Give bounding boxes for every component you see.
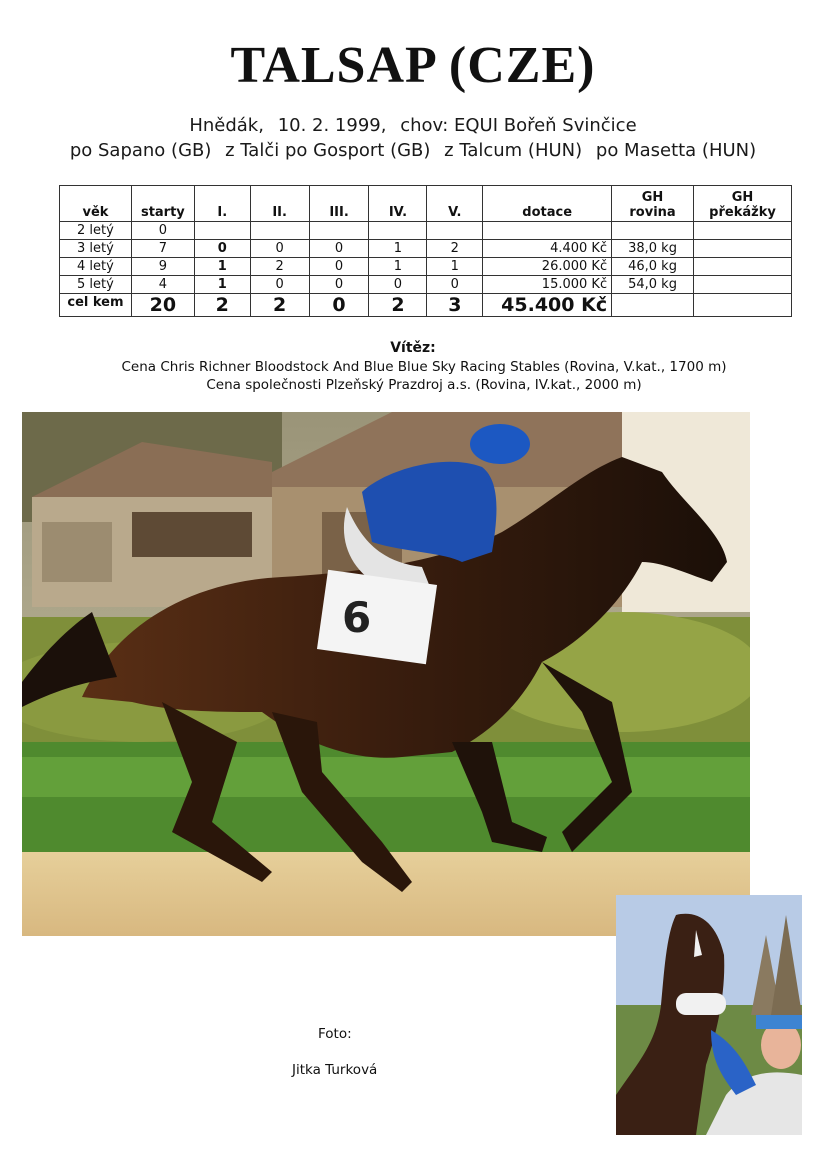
header-age: věk [60, 186, 132, 222]
cell-total-gh-jump [694, 294, 792, 317]
breeder: chov: EQUI Bořeň Svinčice [400, 115, 637, 136]
header-gh-jump [694, 186, 792, 222]
cell-total-second: 2 [250, 294, 309, 317]
coat-color: Hnědák, [189, 115, 264, 136]
dam: z Talči po Gosport (GB) [225, 140, 431, 161]
cell-prize: 15.000 Kč [483, 276, 612, 294]
cell-fourth: 1 [369, 240, 427, 258]
cell-total-starts: 20 [131, 294, 194, 317]
cell-total-third: 0 [309, 294, 369, 317]
cell-third: 0 [309, 240, 369, 258]
cell-first: 1 [194, 276, 250, 294]
cell-second: 2 [250, 258, 309, 276]
cell-age: 2 letý [60, 222, 132, 240]
cell-starts: 4 [131, 276, 194, 294]
dam3: po Masetta (HUN) [595, 140, 757, 161]
cell-total-first: 2 [194, 294, 250, 317]
winning-race: Cena společnosti Plzeňský Prazdroj a.s. (Rovina, IV.kat., 2000 m) [206, 377, 642, 393]
cell-gh-flat: 54,0 kg [612, 276, 694, 294]
cell-fourth: 0 [369, 276, 427, 294]
cell-starts: 7 [131, 240, 194, 258]
header-first: I. [194, 186, 250, 222]
cell-total-prize: 45.400 Kč [483, 294, 612, 317]
winning-race: Cena Chris Richner Bloodstock And Blue Blue Sky Racing Stables (Rovina, V.kat., 1700 m) [121, 359, 727, 375]
cell-starts: 9 [131, 258, 194, 276]
header-fourth: IV. [369, 186, 427, 222]
birth-date: 10. 2. 1999, [277, 115, 387, 136]
page-title: TALSAP (CZE) [230, 37, 596, 94]
table-header-row [60, 186, 792, 222]
header-third: III. [309, 186, 369, 222]
cell-first: 0 [194, 240, 250, 258]
cell-total-fifth: 3 [427, 294, 483, 317]
cell-gh-flat [612, 222, 694, 240]
cell-gh-flat: 38,0 kg [612, 240, 694, 258]
horse-info [0, 115, 826, 136]
cell-third: 0 [309, 276, 369, 294]
photo-credit-name: Jitka Turková [292, 1062, 378, 1078]
cell-first: 1 [194, 258, 250, 276]
racing-photo [22, 412, 750, 936]
header-prize: dotace [483, 186, 612, 222]
cell-gh-jump [694, 258, 792, 276]
cell-gh-flat: 46,0 kg [612, 258, 694, 276]
table-total-row [60, 294, 792, 317]
cell-first [194, 222, 250, 240]
cell-fifth: 2 [427, 240, 483, 258]
header-gh-jump-line2: překážky [709, 205, 776, 220]
cell-age: 5 letý [60, 276, 132, 294]
header-gh-flat-line2: rovina [629, 205, 676, 220]
winner-label: Vítěz: [390, 340, 436, 356]
cell-fourth [369, 222, 427, 240]
cell-total-fourth: 2 [369, 294, 427, 317]
cell-total-label: cel kem [60, 294, 132, 317]
sire: po Sapano (GB) [69, 140, 212, 161]
header-second: II. [250, 186, 309, 222]
cell-second: 0 [250, 240, 309, 258]
cell-fourth: 1 [369, 258, 427, 276]
header-gh-flat-line1: GH [641, 190, 664, 205]
cell-gh-jump [694, 276, 792, 294]
table-row [60, 276, 792, 294]
cell-age: 3 letý [60, 240, 132, 258]
saddle-number: 6 [342, 593, 372, 642]
cell-second: 0 [250, 276, 309, 294]
cell-third [309, 222, 369, 240]
header-starts: starty [131, 186, 194, 222]
pedigree [0, 140, 826, 161]
header-gh-flat [612, 186, 694, 222]
cell-second [250, 222, 309, 240]
header-gh-jump-line1: GH [731, 190, 754, 205]
cell-prize: 4.400 Kč [483, 240, 612, 258]
race-stats-table [59, 185, 792, 317]
cell-fifth: 0 [427, 276, 483, 294]
table-row [60, 258, 792, 276]
cell-fifth: 1 [427, 258, 483, 276]
cell-gh-jump [694, 240, 792, 258]
cell-starts: 0 [131, 222, 194, 240]
table-row [60, 240, 792, 258]
cell-total-gh-flat [612, 294, 694, 317]
portrait-photo [616, 895, 802, 1135]
cell-gh-jump [694, 222, 792, 240]
cell-fifth [427, 222, 483, 240]
cell-prize: 26.000 Kč [483, 258, 612, 276]
photo-credit-label: Foto: [318, 1026, 352, 1042]
table-row [60, 222, 792, 240]
cell-third: 0 [309, 258, 369, 276]
header-fifth: V. [427, 186, 483, 222]
dam2: z Talcum (HUN) [444, 140, 583, 161]
cell-age: 4 letý [60, 258, 132, 276]
cell-prize [483, 222, 612, 240]
